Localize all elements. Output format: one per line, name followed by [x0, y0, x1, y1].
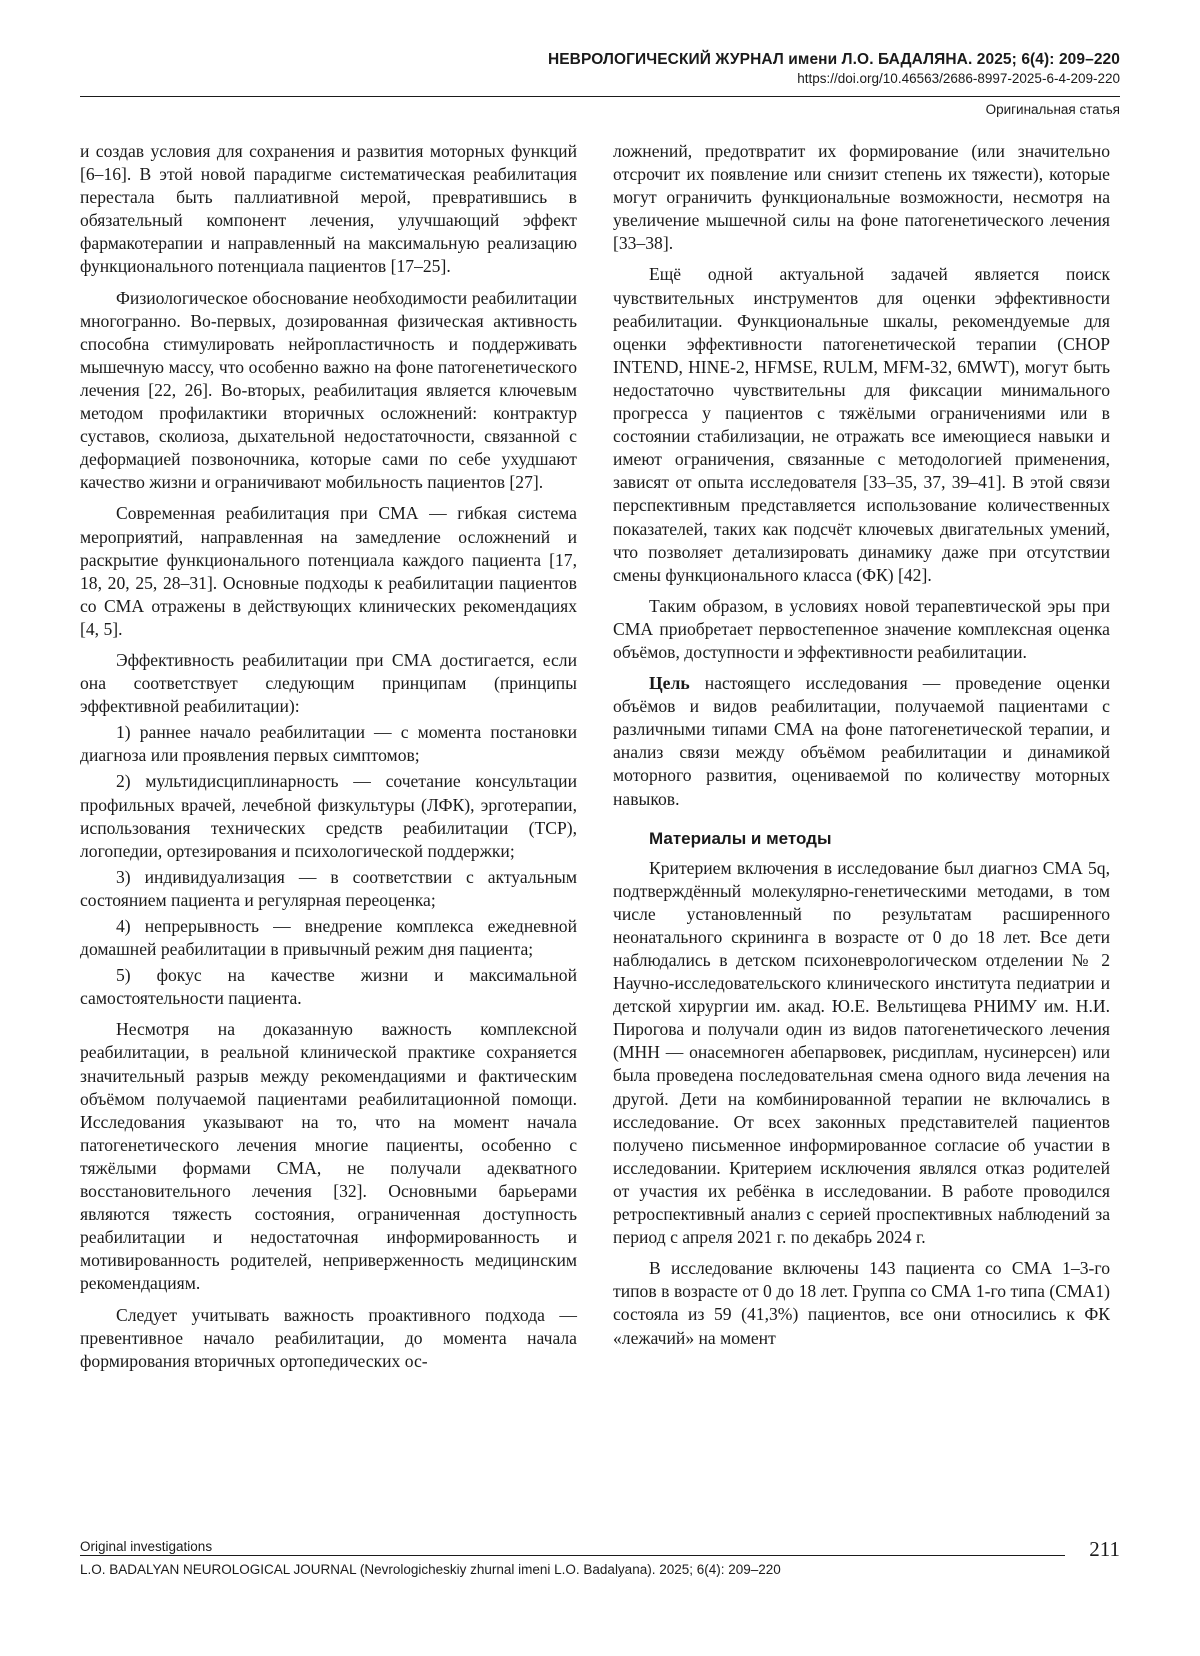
- aim-text: настоящего исследования — проведение оценки объёмов и видов реабилитации, получаемой пациентами с различными типами СМА на фоне патогенетической терапии, и анализ связи между объёмом реабилитации и динамикой моторного развития, оцениваемой по количеству моторных навыков.: [613, 673, 1110, 809]
- methods-heading: Материалы и методы: [649, 828, 832, 848]
- principle-item: 3) индивидуализация — в соответствии с актуальным состоянием пациента и регулярная переоценка;: [80, 866, 577, 910]
- article-type-label: Оригинальная статья: [985, 102, 1120, 117]
- left-column: [80, 140, 577, 1381]
- aim-label: Цель: [649, 673, 690, 694]
- page-number: 211: [1089, 1537, 1120, 1561]
- principle-item: 2) мультидисциплинарность — сочетание консультации профильных врачей, лечебной физкультуры (ЛФК), эрготерапии, использования технических средств реабилитации (ТСР), логопедии, ортезирования и психологической поддержки;: [80, 771, 577, 861]
- header-divider: [80, 96, 1120, 97]
- principle-item: 1) раннее начало реабилитации — с момента постановки диагноза или проявления первых симптомов;: [80, 722, 577, 766]
- principle-item: 4) непрерывность — внедрение комплекса ежедневной домашней реабилитации в привычный режим дня пациента;: [80, 916, 577, 960]
- right-column: [613, 140, 1110, 1358]
- body-paragraph: Несмотря на доказанную важность комплексной реабилитации, в реальной клинической практике сохраняется значительный разрыв между рекомендациями и фактическим объёмом получаемой пациентами реабилитационной помощи. Исследования указывают на то, что на момент начала патогенетического лечения многие пациенты, особенно с тяжёлыми формами СМА, не получали адекватного восстановительного лечения [32]. Основными барьерами являются тяжесть состояния, ограниченная доступность реабилитации и недостаточная информированность и мотивированность родителей, неприверженность медицинским рекомендациям.: [80, 1019, 577, 1294]
- body-paragraph: ложнений, предотвратит их формирование (или значительно отсрочит их появление или снизит степень их тяжести), которые могут ограничить функциональные возможности, несмотря на увеличение мышечной силы на фоне патогенетического лечения [33–38].: [613, 141, 1110, 254]
- body-paragraph: Таким образом, в условиях новой терапевтической эры при СМА приобретает первостепенное значение комплексная оценка объёмов, доступности и эффективности реабилитации.: [613, 595, 1110, 662]
- body-paragraph: Критерием включения в исследование был диагноз СМА 5q, подтверждённый молекулярно-генетическими методами, в том числе установленный по результатам расширенного неонатального скрининга в возрасте от 0 до 18 лет. Все дети наблюдались в детском психоневрологическом отделении № 2 Научно-исследовательского клинического института педиатрии и детской хирургии им. акад. Ю.Е. Вельтищева РНИМУ им. Н.И. Пирогова и получали один из видов патогенетического лечения (МНН — онасемноген абепарвовек, рисдиплам, нусинерсен) или была проведена последовательная смена одного вида лечения на другой. Дети на комбинированной терапии не включались в исследование. От всех законных представителей пациентов получено письменное информированное согласие об участии в исследовании. Критерием исключения являлся отказ родителей от участия их ребёнка в исследовании. В работе проводился ретроспективный анализ с серией проспективных наблюдений за период с апреля 2021 г. по декабрь 2024 г.: [613, 857, 1110, 1248]
- body-paragraph: В исследование включены 143 пациента со СМА 1–3-го типов в возрасте от 0 до 18 лет. Группа со СМА 1-го типа (СМА1) состояла из 59 (41,3%) пациентов, все они относились к ФК «лежачий» на момент: [613, 1258, 1110, 1348]
- footer-citation: L.O. BADALYAN NEUROLOGICAL JOURNAL (Nevrologicheskiy zhurnal imeni L.O. Badalyana). 2025; 6(4): 209–220: [80, 1562, 781, 1577]
- aim-paragraph: [613, 672, 1110, 811]
- footer-divider: [80, 1555, 1065, 1556]
- journal-title: НЕВРОЛОГИЧЕСКИЙ ЖУРНАЛ имени Л.О. БАДАЛЯНА. 2025; 6(4): 209–220: [547, 51, 1120, 68]
- running-head: [80, 50, 1120, 88]
- body-paragraph: Физиологическое обоснование необходимости реабилитации многогранно. Во-первых, дозированная физическая активность способна стимулировать нейропластичность и поддерживать мышечную массу, что особенно важно на фоне патогенетического лечения [22, 26]. Во-вторых, реабилитация является ключевым методом профилактики вторичных осложнений: контрактур суставов, сколиоза, дыхательной недостаточности, связанной с деформацией позвоночника, которые сами по себе ухудшают качество жизни и ограничивают мобильность пациентов [27].: [80, 287, 577, 493]
- body-paragraph: Современная реабилитация при СМА — гибкая система мероприятий, направленная на замедление осложнений и раскрытие функционального потенциала каждого пациента [17, 18, 20, 25, 28–31]. Основные подходы к реабилитации пациентов со СМА отражены в действующих клинических рекомендациях [4, 5].: [80, 503, 577, 639]
- body-paragraph: Следует учитывать важность проактивного подхода — превентивное начало реабилитации, до момента начала формирования вторичных ортопедических ос-: [80, 1304, 577, 1371]
- body-paragraph: и создав условия для сохранения и развития моторных функций [6–16]. В этой новой парадигме систематическая реабилитация перестала быть паллиативной мерой, превратившись в обязательный компонент лечения, улучшающий эффект фармакотерапии и направленный на максимальную реализацию функционального потенциала пациентов [17–25].: [80, 141, 577, 277]
- footer-section-label: Original investigations: [80, 1539, 213, 1554]
- principle-item: 5) фокус на качестве жизни и максимальной самостоятельности пациента.: [80, 965, 577, 1009]
- body-paragraph: Эффективность реабилитации при СМА достигается, если она соответствует следующим принципам (принципы эффективной реабилитации):: [80, 649, 577, 717]
- doi-link[interactable]: https://doi.org/10.46563/2686-8997-2025-6-4-209-220: [797, 71, 1120, 86]
- body-paragraph: Ещё одной актуальной задачей является поиск чувствительных инструментов для оценки эффективности реабилитации. Функциональные шкалы, рекомендуемые для оценки эффективности патогенетической терапии (CHOP INTEND, HINE-2, HFMSE, RULM, MFM-32, 6MWT), могут быть недостаточно чувствительны для фиксации минимального прогресса у пациентов с тяжёлыми ограничениями или в состоянии стабилизации, не отражать все имеющиеся навыки и имеют ограничения, связанные с методологией применения, зависят от опыта исследователя [33–35, 37, 39–41]. В этой связи перспективным представляется использование количественных показателей, таких как подсчёт ключевых двигательных умений, что позволяет детализировать динамику даже при отсутствии смены функционального класса (ФК) [42].: [613, 264, 1110, 585]
